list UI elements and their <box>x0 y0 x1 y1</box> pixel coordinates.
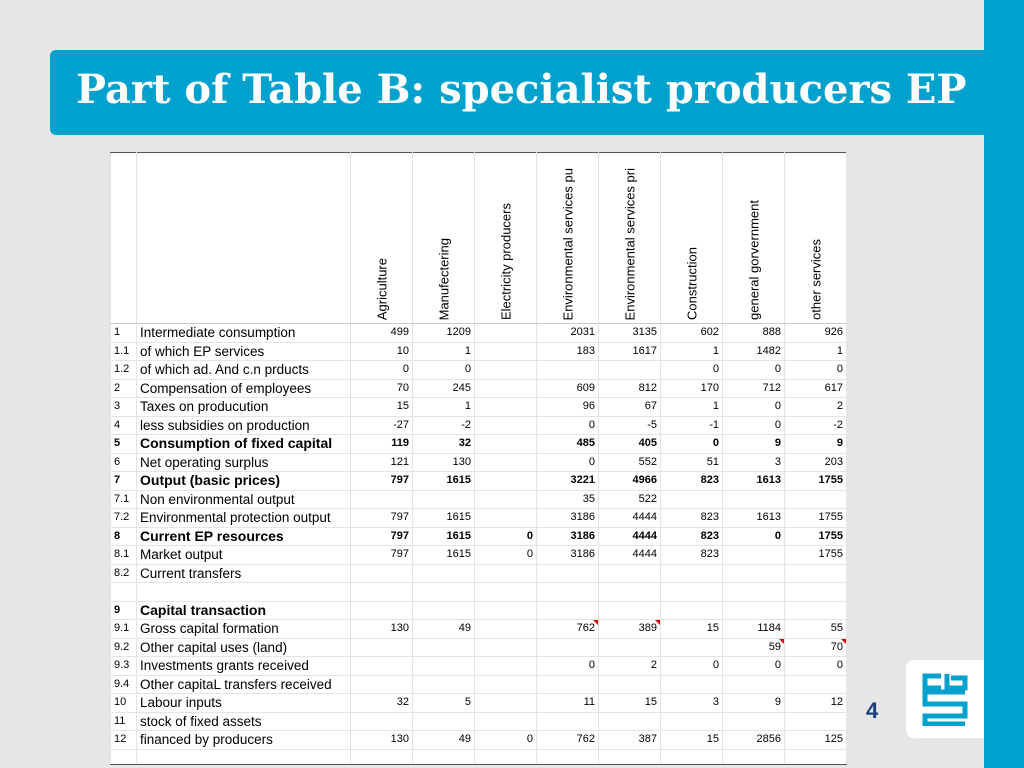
value-cell: 70 <box>351 379 413 398</box>
row-label: less subsidies on production <box>137 416 351 435</box>
value-cell <box>537 564 599 583</box>
value-cell: 1755 <box>785 472 847 491</box>
value-cell <box>475 657 537 676</box>
table-row <box>111 342 847 361</box>
value-cell <box>785 712 847 731</box>
value-cell: 3135 <box>599 324 661 343</box>
row-label: Investments grants received <box>137 657 351 676</box>
value-cell <box>413 490 475 509</box>
value-cell: 59 <box>723 638 785 657</box>
value-cell <box>723 564 785 583</box>
value-cell: 2856 <box>723 731 785 750</box>
value-cell: 119 <box>351 435 413 454</box>
value-cell <box>785 601 847 620</box>
column-header-cell <box>537 153 599 324</box>
table-row <box>111 324 847 343</box>
value-cell: 125 <box>785 731 847 750</box>
value-cell: 12 <box>785 694 847 713</box>
right-accent-strip <box>984 0 1024 768</box>
value-cell <box>351 638 413 657</box>
value-cell: 4444 <box>599 546 661 565</box>
value-cell <box>475 342 537 361</box>
value-cell: -27 <box>351 416 413 435</box>
row-number: 9.2 <box>111 638 137 657</box>
row-number: 4 <box>111 416 137 435</box>
value-cell: 0 <box>537 453 599 472</box>
value-cell <box>475 583 537 602</box>
value-cell: 130 <box>413 453 475 472</box>
value-cell: 1615 <box>413 527 475 546</box>
value-cell: 1613 <box>723 472 785 491</box>
value-cell: 121 <box>351 453 413 472</box>
column-header-label: general gorvernment <box>746 200 761 320</box>
column-header-cell <box>351 153 413 324</box>
value-cell: 0 <box>661 657 723 676</box>
table-row <box>111 453 847 472</box>
value-cell: 15 <box>661 731 723 750</box>
row-label: Labour inputs <box>137 694 351 713</box>
value-cell: 15 <box>599 694 661 713</box>
value-cell: 1755 <box>785 527 847 546</box>
slide-title: Part of Table B: specialist producers EP <box>76 66 967 113</box>
value-cell <box>475 509 537 528</box>
column-header-cell <box>413 153 475 324</box>
value-cell: 0 <box>475 546 537 565</box>
value-cell <box>413 638 475 657</box>
table-row <box>111 435 847 454</box>
row-number: 10 <box>111 694 137 713</box>
value-cell: 0 <box>723 657 785 676</box>
row-number: 8.1 <box>111 546 137 565</box>
value-cell <box>661 601 723 620</box>
value-cell: 485 <box>537 435 599 454</box>
header-blank-cell <box>137 153 351 324</box>
value-cell <box>537 675 599 694</box>
value-cell <box>351 601 413 620</box>
value-cell <box>351 712 413 731</box>
value-cell <box>599 361 661 380</box>
header-blank-cell <box>111 153 137 324</box>
row-label <box>137 583 351 602</box>
value-cell: 4444 <box>599 509 661 528</box>
row-label: Other capitaL transfers received <box>137 675 351 694</box>
value-cell <box>723 675 785 694</box>
value-cell: 32 <box>351 694 413 713</box>
table-row <box>111 546 847 565</box>
value-cell: 2 <box>785 398 847 417</box>
value-cell: 32 <box>413 435 475 454</box>
value-cell: 823 <box>661 546 723 565</box>
value-cell: 797 <box>351 509 413 528</box>
value-cell: 602 <box>661 324 723 343</box>
value-cell: 1209 <box>413 324 475 343</box>
value-cell: 2 <box>599 657 661 676</box>
value-cell: -5 <box>599 416 661 435</box>
value-cell: 1 <box>661 342 723 361</box>
column-header-label: Construction <box>684 247 699 320</box>
table-row <box>111 638 847 657</box>
value-cell: 245 <box>413 379 475 398</box>
value-cell: 823 <box>661 527 723 546</box>
row-label: Net operating surplus <box>137 453 351 472</box>
value-cell: 0 <box>785 657 847 676</box>
value-cell <box>723 601 785 620</box>
value-cell <box>351 564 413 583</box>
value-cell: 49 <box>413 731 475 750</box>
value-cell <box>723 583 785 602</box>
value-cell: 9 <box>723 694 785 713</box>
cbs-logo-icon <box>921 672 969 726</box>
value-cell <box>475 453 537 472</box>
value-cell <box>475 620 537 639</box>
value-cell <box>599 583 661 602</box>
empty-cell <box>351 749 413 764</box>
value-cell: 387 <box>599 731 661 750</box>
value-cell: 3186 <box>537 546 599 565</box>
title-bar <box>50 50 984 135</box>
row-label: Compensation of employees <box>137 379 351 398</box>
value-cell: 712 <box>723 379 785 398</box>
column-header-label: Environmental services pu <box>560 167 575 320</box>
row-number: 12 <box>111 731 137 750</box>
value-cell: 522 <box>599 490 661 509</box>
value-cell <box>475 324 537 343</box>
value-cell: 762 <box>537 620 599 639</box>
empty-cell <box>661 749 723 764</box>
value-cell: 0 <box>785 361 847 380</box>
value-cell: 1615 <box>413 472 475 491</box>
table-row <box>111 527 847 546</box>
value-cell: 15 <box>661 620 723 639</box>
value-cell: 1615 <box>413 546 475 565</box>
row-number: 9.4 <box>111 675 137 694</box>
row-number: 2 <box>111 379 137 398</box>
value-cell <box>351 490 413 509</box>
value-cell <box>661 675 723 694</box>
value-cell <box>475 638 537 657</box>
value-cell <box>475 435 537 454</box>
value-cell: 0 <box>475 527 537 546</box>
row-label: Consumption of fixed capital <box>137 435 351 454</box>
value-cell: 2031 <box>537 324 599 343</box>
value-cell <box>785 564 847 583</box>
column-header-label: Agriculture <box>374 257 389 320</box>
empty-cell <box>475 749 537 764</box>
value-cell: 797 <box>351 527 413 546</box>
value-cell: 55 <box>785 620 847 639</box>
value-cell: 3 <box>723 453 785 472</box>
value-cell: 0 <box>475 731 537 750</box>
table-row <box>111 731 847 750</box>
value-cell: 1 <box>785 342 847 361</box>
row-number: 5 <box>111 435 137 454</box>
value-cell: 797 <box>351 546 413 565</box>
header-row <box>111 153 847 324</box>
value-cell: 888 <box>723 324 785 343</box>
value-cell <box>537 583 599 602</box>
logo-box <box>906 660 984 738</box>
row-number: 7.2 <box>111 509 137 528</box>
row-number: 1.1 <box>111 342 137 361</box>
value-cell: 130 <box>351 731 413 750</box>
value-cell: 797 <box>351 472 413 491</box>
value-cell: 0 <box>723 527 785 546</box>
value-cell <box>785 490 847 509</box>
value-cell: 70 <box>785 638 847 657</box>
value-cell: 11 <box>537 694 599 713</box>
table-row <box>111 601 847 620</box>
row-number: 8.2 <box>111 564 137 583</box>
value-cell: 51 <box>661 453 723 472</box>
value-cell <box>413 583 475 602</box>
row-label: Gross capital formation <box>137 620 351 639</box>
value-cell <box>537 638 599 657</box>
value-cell <box>785 583 847 602</box>
value-cell <box>475 416 537 435</box>
value-cell <box>723 546 785 565</box>
value-cell: 1613 <box>723 509 785 528</box>
table-row <box>111 675 847 694</box>
specialist-producers-table <box>110 152 847 765</box>
table-row <box>111 379 847 398</box>
row-label: of which EP services <box>137 342 351 361</box>
value-cell <box>475 694 537 713</box>
table-row <box>111 472 847 491</box>
empty-cell <box>599 749 661 764</box>
empty-cell <box>723 749 785 764</box>
row-number: 6 <box>111 453 137 472</box>
value-cell: 3 <box>661 694 723 713</box>
value-cell <box>475 601 537 620</box>
table-row <box>111 712 847 731</box>
value-cell: 10 <box>351 342 413 361</box>
value-cell <box>661 583 723 602</box>
value-cell: 499 <box>351 324 413 343</box>
value-cell: 170 <box>661 379 723 398</box>
value-cell <box>723 712 785 731</box>
value-cell <box>475 472 537 491</box>
empty-cell <box>111 749 137 764</box>
value-cell <box>661 638 723 657</box>
value-cell: 1617 <box>599 342 661 361</box>
empty-cell <box>537 749 599 764</box>
empty-cell <box>413 749 475 764</box>
row-label: of which ad. And c.n prducts <box>137 361 351 380</box>
row-number: 1 <box>111 324 137 343</box>
value-cell <box>599 638 661 657</box>
value-cell: 0 <box>661 361 723 380</box>
table-row <box>111 657 847 676</box>
value-cell: 9 <box>785 435 847 454</box>
value-cell <box>537 601 599 620</box>
value-cell <box>661 564 723 583</box>
row-number: 8 <box>111 527 137 546</box>
table-row <box>111 416 847 435</box>
value-cell: 1755 <box>785 546 847 565</box>
row-label: Environmental protection output <box>137 509 351 528</box>
value-cell: 4444 <box>599 527 661 546</box>
value-cell: 15 <box>351 398 413 417</box>
value-cell: 183 <box>537 342 599 361</box>
row-label: Output (basic prices) <box>137 472 351 491</box>
table-row <box>111 361 847 380</box>
column-header-cell <box>475 153 537 324</box>
value-cell: -1 <box>661 416 723 435</box>
row-number: 11 <box>111 712 137 731</box>
value-cell: 617 <box>785 379 847 398</box>
table-row <box>111 694 847 713</box>
value-cell <box>413 564 475 583</box>
value-cell <box>475 712 537 731</box>
value-cell: 1 <box>413 342 475 361</box>
table-row <box>111 490 847 509</box>
row-number: 9 <box>111 601 137 620</box>
value-cell <box>351 675 413 694</box>
value-cell <box>475 675 537 694</box>
column-header-label: Electricity producers <box>498 202 513 320</box>
row-label: Capital transaction <box>137 601 351 620</box>
value-cell <box>475 361 537 380</box>
value-cell: 0 <box>661 435 723 454</box>
value-cell: 405 <box>599 435 661 454</box>
value-cell: 0 <box>537 657 599 676</box>
value-cell: 0 <box>723 416 785 435</box>
value-cell: 130 <box>351 620 413 639</box>
value-cell <box>599 712 661 731</box>
value-cell <box>599 675 661 694</box>
row-label: Current transfers <box>137 564 351 583</box>
value-cell <box>351 583 413 602</box>
empty-cell <box>785 749 847 764</box>
value-cell: 3186 <box>537 527 599 546</box>
value-cell: 552 <box>599 453 661 472</box>
row-number: 3 <box>111 398 137 417</box>
column-header-cell <box>723 153 785 324</box>
value-cell: 762 <box>537 731 599 750</box>
value-cell: 1615 <box>413 509 475 528</box>
table-body <box>111 153 847 765</box>
page-number: 4 <box>866 698 879 723</box>
column-header-cell <box>661 153 723 324</box>
row-label: Intermediate consumption <box>137 324 351 343</box>
value-cell: 926 <box>785 324 847 343</box>
value-cell: 609 <box>537 379 599 398</box>
value-cell: 9 <box>723 435 785 454</box>
row-number: 7 <box>111 472 137 491</box>
value-cell <box>351 657 413 676</box>
column-header-cell <box>785 153 847 324</box>
row-number: 9.3 <box>111 657 137 676</box>
value-cell <box>413 675 475 694</box>
value-cell: 812 <box>599 379 661 398</box>
value-cell <box>413 712 475 731</box>
value-cell: 3186 <box>537 509 599 528</box>
value-cell <box>599 601 661 620</box>
value-cell <box>599 564 661 583</box>
value-cell <box>413 601 475 620</box>
value-cell <box>475 490 537 509</box>
row-number <box>111 583 137 602</box>
value-cell: 823 <box>661 472 723 491</box>
table-row <box>111 583 847 602</box>
value-cell <box>475 564 537 583</box>
table-row <box>111 398 847 417</box>
column-header-label: other services <box>808 239 823 320</box>
table-row <box>111 509 847 528</box>
value-cell <box>537 712 599 731</box>
value-cell: 5 <box>413 694 475 713</box>
row-number: 9.1 <box>111 620 137 639</box>
value-cell: 0 <box>351 361 413 380</box>
value-cell: 67 <box>599 398 661 417</box>
value-cell <box>475 379 537 398</box>
row-label: stock of fixed assets <box>137 712 351 731</box>
row-label: Taxes on producution <box>137 398 351 417</box>
value-cell: 1482 <box>723 342 785 361</box>
value-cell: 0 <box>723 398 785 417</box>
value-cell: 35 <box>537 490 599 509</box>
value-cell: -2 <box>785 416 847 435</box>
value-cell: 823 <box>661 509 723 528</box>
empty-cell <box>137 749 351 764</box>
row-label: Market output <box>137 546 351 565</box>
row-number: 1.2 <box>111 361 137 380</box>
value-cell: 389 <box>599 620 661 639</box>
value-cell <box>413 657 475 676</box>
value-cell <box>537 361 599 380</box>
row-label: financed by producers <box>137 731 351 750</box>
value-cell <box>661 712 723 731</box>
table-bottom-row <box>111 749 847 764</box>
value-cell: -2 <box>413 416 475 435</box>
value-cell: 1184 <box>723 620 785 639</box>
value-cell: 1 <box>661 398 723 417</box>
table-row <box>111 620 847 639</box>
value-cell <box>475 398 537 417</box>
column-header-label: Manufectering <box>436 237 451 320</box>
column-header-cell <box>599 153 661 324</box>
value-cell <box>785 675 847 694</box>
value-cell: 203 <box>785 453 847 472</box>
value-cell: 0 <box>723 361 785 380</box>
value-cell <box>723 490 785 509</box>
value-cell: 49 <box>413 620 475 639</box>
value-cell: 3221 <box>537 472 599 491</box>
column-header-label: Environmental services pri <box>622 167 637 320</box>
table-row <box>111 564 847 583</box>
value-cell: 0 <box>413 361 475 380</box>
value-cell <box>661 490 723 509</box>
value-cell: 1755 <box>785 509 847 528</box>
value-cell: 4966 <box>599 472 661 491</box>
value-cell: 0 <box>537 416 599 435</box>
value-cell: 96 <box>537 398 599 417</box>
row-label: Current EP resources <box>137 527 351 546</box>
value-cell: 1 <box>413 398 475 417</box>
row-label: Other capital uses (land) <box>137 638 351 657</box>
row-label: Non environmental output <box>137 490 351 509</box>
row-number: 7.1 <box>111 490 137 509</box>
